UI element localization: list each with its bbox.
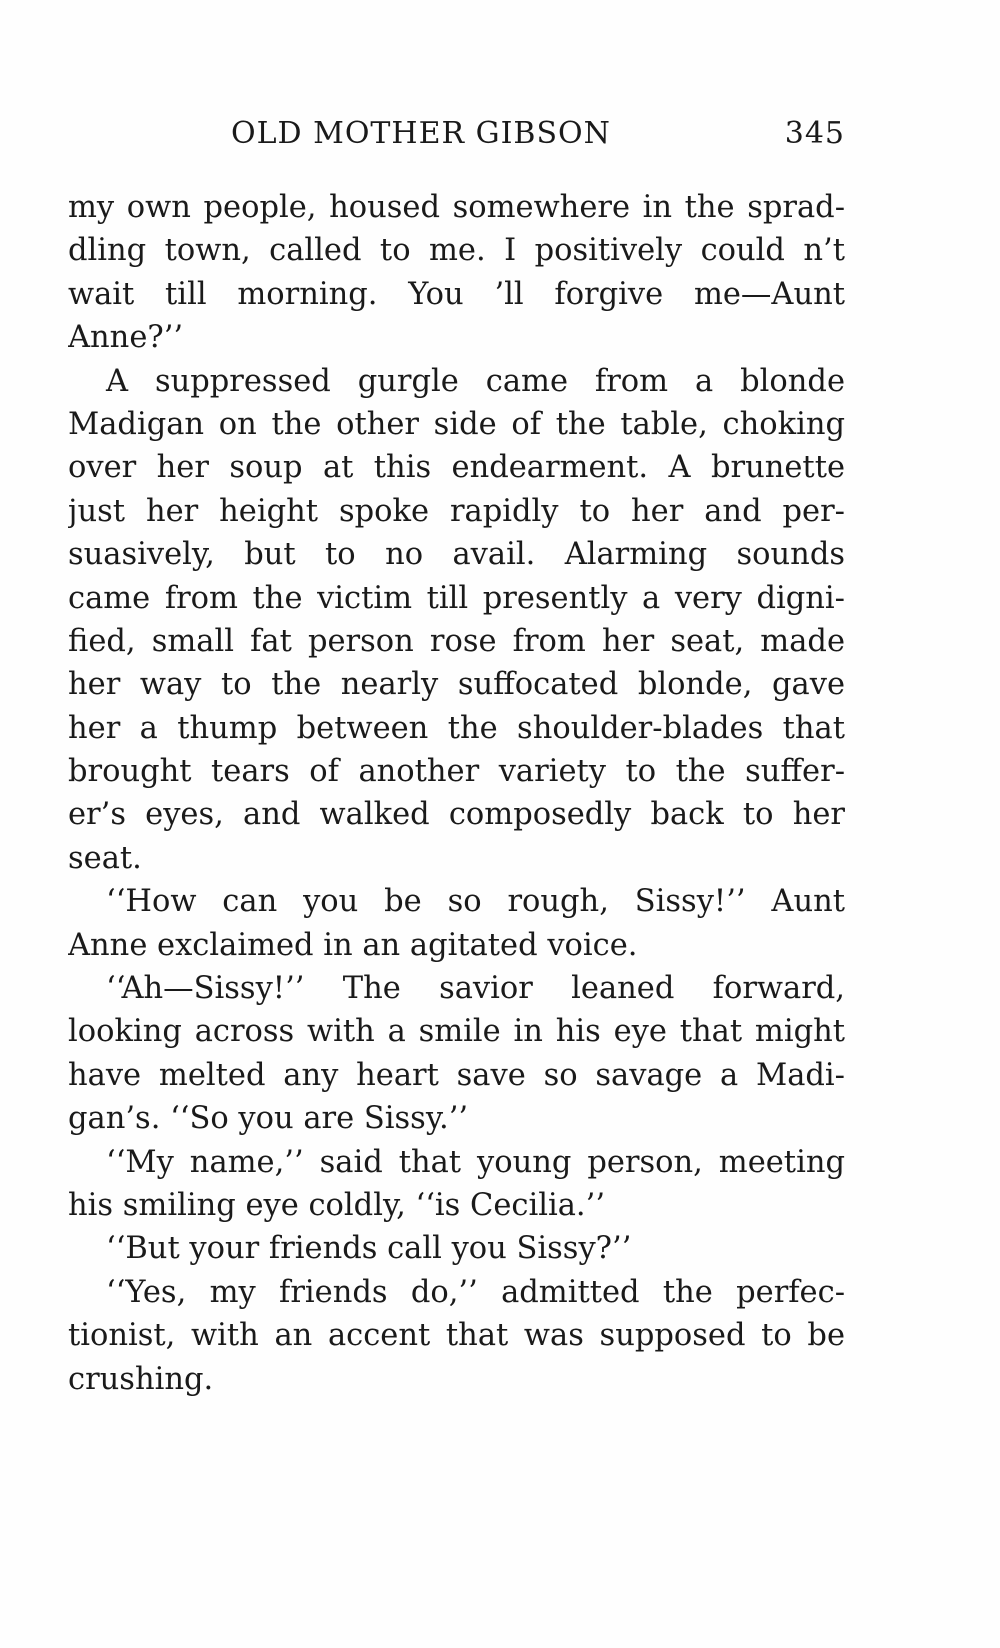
text-line-4: Anne?’’ xyxy=(68,320,184,356)
text-line-20: looking across with a smile in his eye that might xyxy=(68,1014,845,1050)
text-line-27: tionist, with an accent that was supposed to be xyxy=(68,1318,845,1354)
text-line-1: my own people, housed somewhere in the sprad- xyxy=(68,190,845,225)
text-line-8: just her height spoke rapidly to her and per- xyxy=(68,493,845,529)
text-line-18: Anne exclaimed in an agitated voice. xyxy=(68,927,638,963)
text-line-15: er’s eyes, and walked composedly back to her xyxy=(68,797,845,833)
text-line-12: her way to the nearly suffocated blonde, gave xyxy=(68,667,845,703)
page-number: 345 xyxy=(784,116,845,151)
text-line-22: gan’s. ‘‘So you are Sissy.’’ xyxy=(68,1101,469,1137)
running-head xyxy=(68,112,845,156)
text-line-23: ‘‘My name,’’ said that young person, meeting xyxy=(106,1144,845,1180)
text-line-14: brought tears of another variety to the suffer- xyxy=(68,754,845,790)
running-title: OLD MOTHER GIBSON xyxy=(231,116,611,151)
text-line-28: crushing. xyxy=(68,1361,214,1397)
text-line-21: have melted any heart save so savage a Madi- xyxy=(68,1057,845,1093)
text-line-13: her a thump between the shoulder-blades that xyxy=(68,710,845,746)
text-line-7: over her soup at this endearment. A brunette xyxy=(68,450,845,486)
text-line-2: dling town, called to me. I positively could n’t xyxy=(68,233,845,269)
text-line-6: Madigan on the other side of the table, choking xyxy=(68,406,845,442)
text-line-9: suasively, but to no avail. Alarming sounds xyxy=(68,537,845,573)
body-text xyxy=(68,186,845,1436)
text-line-16: seat. xyxy=(68,840,142,876)
text-line-26: ‘‘Yes, my friends do,’’ admitted the perfec- xyxy=(106,1274,845,1310)
text-line-24: his smiling eye coldly, ‘‘is Cecilia.’’ xyxy=(68,1187,606,1223)
text-line-10: came from the victim till presently a very digni- xyxy=(68,580,845,616)
text-line-5: A suppressed gurgle came from a blonde xyxy=(106,363,845,399)
text-line-25: ‘‘But your friends call you Sissy?’’ xyxy=(106,1231,632,1267)
text-line-19: ‘‘Ah—Sissy!’’ The savior leaned forward, xyxy=(106,971,845,1007)
text-line-3: wait till morning. You ’ll forgive me—Aunt xyxy=(68,276,845,312)
text-line-11: fied, small fat person rose from her seat, made xyxy=(68,623,845,659)
text-line-17: ‘‘How can you be so rough, Sissy!’’ Aunt xyxy=(106,884,845,920)
